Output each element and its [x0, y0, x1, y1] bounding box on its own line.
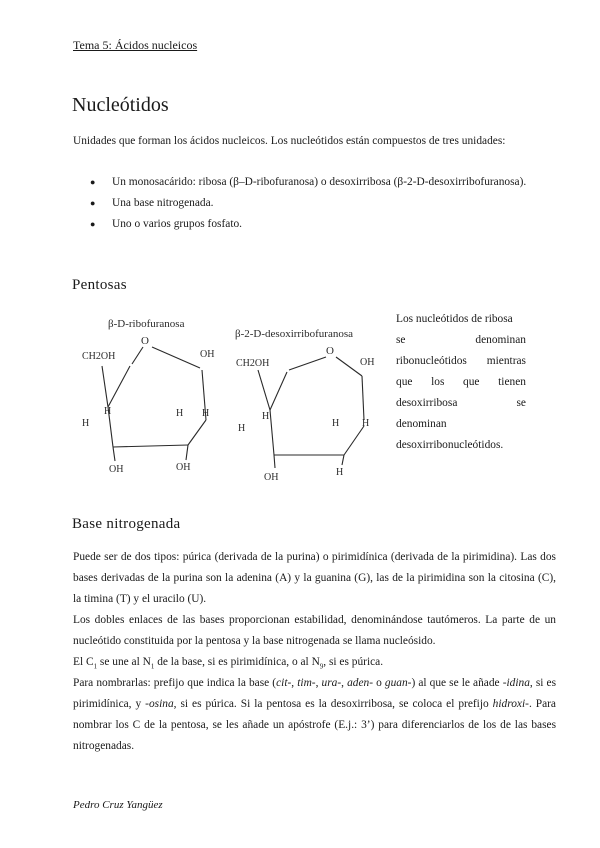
ribose-c2-hydroxyl: OH — [109, 464, 124, 475]
ribose-c5-group: CH2OH — [82, 351, 116, 362]
pentoses-figure — [72, 310, 390, 490]
list-item: ● Uno o varios grupos fosfato. — [90, 214, 556, 235]
ribose-h-c4b: H — [82, 418, 90, 429]
text-run: se une al N — [97, 656, 151, 668]
side-word: desoxirribonucleótidos. — [396, 439, 504, 451]
deoxyribose-c3-hydroxyl: OH — [264, 472, 279, 483]
text-run: , — [315, 677, 322, 689]
side-line — [396, 393, 526, 414]
prefix-italic: hidroxi- — [492, 698, 529, 710]
deoxyribose-h-c4: H — [262, 411, 270, 422]
suffix-italic: -osina — [145, 698, 174, 710]
text-run: , si es pirimidínica, y — [73, 677, 557, 710]
ribose-h-c3: H — [176, 408, 184, 419]
deoxyribose-ring-bonds — [258, 357, 364, 468]
side-word: se — [516, 397, 526, 409]
text-run: , — [291, 677, 298, 689]
deoxyribose-bond-c1-c2 — [362, 376, 364, 420]
side-line — [396, 435, 526, 456]
ribose-bond-oh3 — [186, 445, 188, 460]
text-run: . Para nombrar los C de la pentosa, se les añade un apóstrofe (E.j.: 3’) para diferenciarlos de los de las bases nitrogenadas. — [73, 698, 556, 752]
deoxyribose-h-c1: H — [362, 418, 370, 429]
prefix-italic: aden- — [347, 677, 374, 689]
side-word: Los nucleótidos de ribosa — [396, 313, 513, 325]
ribose-bond-o-left — [132, 347, 143, 364]
deoxyribose-bond-o-c1 — [336, 357, 362, 376]
pentoses-side-text — [396, 309, 526, 456]
running-header: Tema 5: Ácidos nucleicos — [73, 38, 198, 52]
text-run: ) al que se le añade — [411, 677, 503, 689]
ribose-h-c1: H — [202, 408, 210, 419]
side-word: mientras — [486, 355, 526, 367]
side-line — [396, 372, 526, 393]
deoxyribose-bond-o-left — [289, 357, 326, 370]
prefix-italic: guan- — [384, 677, 412, 689]
section-title-base-nitrogenada: Base nitrogenada — [72, 516, 181, 532]
deoxyribose-h-c3: H — [332, 418, 340, 429]
footer-author: Pedro Cruz Yangüez — [73, 799, 163, 811]
side-word: que — [396, 376, 413, 388]
deoxyribose-h-c4b: H — [238, 423, 246, 434]
section-title-pentosas: Pentosas — [72, 277, 127, 293]
prefix-italic: tim- — [297, 677, 316, 689]
side-word: que — [463, 376, 480, 388]
ribose-ring-oxygen: O — [141, 335, 149, 347]
ribose-bond-c2-c1 — [188, 420, 206, 445]
deoxyribose-bond-oh3 — [274, 455, 275, 468]
components-list — [90, 172, 556, 235]
prefix-italic: ura- — [321, 677, 342, 689]
ribose-bond-c4-o — [108, 366, 130, 407]
side-word: ribonucleótidos — [396, 355, 467, 367]
text-run: , si es púrica. — [323, 656, 384, 668]
subscript: 1 — [150, 662, 155, 671]
side-line — [396, 351, 526, 372]
side-word: los — [431, 376, 445, 388]
ribose-bond-oh2 — [113, 447, 115, 461]
deoxyribose-bond-c5 — [258, 370, 270, 410]
side-word: denominan — [475, 334, 526, 346]
deoxyribose-title: β-2-D-desoxirribofuranosa — [235, 328, 354, 340]
side-word: se — [396, 334, 406, 346]
ribose-bond-c3-c2 — [113, 445, 188, 447]
deoxyribose-bond-h2 — [342, 455, 344, 465]
base-paragraph-2: Los dobles enlaces de las bases proporcionan estabilidad, denominándose tautómeros. La parte de un nucleótido constituida por la pentosa y la base nitrogenada se llama nucleósido. — [73, 614, 556, 647]
ribose-c3-hydroxyl: OH — [176, 462, 191, 473]
deoxyribose-h-c2: H — [336, 467, 344, 478]
deoxyribose-c5-group: CH2OH — [236, 358, 270, 369]
deoxyribose-ring-oxygen: O — [326, 345, 334, 357]
deoxyribose-bond-c4-c3 — [270, 410, 274, 455]
text-run: , — [341, 677, 348, 689]
side-word: denominan — [396, 418, 447, 430]
side-line — [396, 309, 526, 330]
list-item: ● Un monosacárido: ribosa (β–D-ribofuranosa) o desoxirribosa (β-2-D-desoxirribofuranosa). — [90, 172, 556, 193]
ribose-title: β-D-ribofuranosa — [108, 318, 185, 330]
subscript: 1 — [93, 662, 98, 671]
base-paragraph-4 — [73, 673, 556, 757]
side-line — [396, 330, 526, 351]
text-run: , si es púrica. Si la pentosa es la desoxirribosa, se coloca el prefijo — [173, 698, 493, 710]
side-word: tienen — [498, 376, 526, 388]
text-run: El C — [73, 656, 94, 668]
text-run: de la base, si es pirimidínica, o al N — [154, 656, 320, 668]
deoxyribose-bond-c2-c1 — [344, 426, 364, 455]
text-run: Para nombrarlas: prefijo que indica la base ( — [73, 677, 277, 689]
ribose-bond-o-c1 — [152, 347, 200, 368]
list-item: ● Una base nitrogenada. — [90, 193, 556, 214]
ribose-ring-bonds — [102, 347, 206, 461]
subscript: 9 — [319, 662, 324, 671]
intro-paragraph: Unidades que forman los ácidos nucleicos. Los nucleótidos están compuestos de tres unidades: — [73, 135, 506, 147]
base-paragraph-1: Puede ser de dos tipos: púrica (derivada de la purina) o pirimidínica (derivada de la pirimidina). Las dos bases derivadas de la purina son la adenina (A) y la guanina (G), las de la pirimidina son la citosina (C), la timina (T) y el uracilo (U). — [73, 551, 556, 605]
deoxyribose-c1-hydroxyl: OH — [360, 357, 375, 368]
prefix-italic: cit- — [276, 677, 292, 689]
side-word: desoxirribosa — [396, 397, 458, 409]
ribose-bond-c5 — [102, 366, 108, 407]
deoxyribose-bond-c4-o — [270, 372, 287, 410]
ribose-h-c4: H — [104, 406, 112, 417]
text-run: o — [373, 677, 385, 689]
suffix-italic: -idina — [502, 677, 530, 689]
side-line — [396, 414, 526, 435]
section-title-nucleotidos: Nucleótidos — [72, 94, 169, 116]
ribose-c1-hydroxyl: OH — [200, 349, 215, 360]
